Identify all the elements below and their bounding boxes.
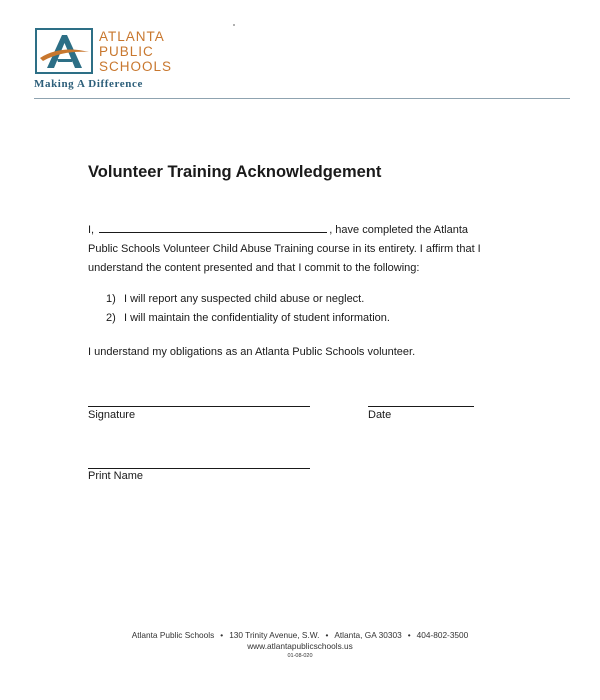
- scan-speck: [233, 24, 235, 26]
- form-code: 01-08-020: [287, 653, 313, 659]
- list-item-number: 2): [106, 312, 116, 324]
- bullet-separator: •: [220, 630, 224, 640]
- letter-a-swoosh-icon: [37, 30, 91, 72]
- paragraph-line-2: Public Schools Volunteer Child Abuse Training course in its entirety. I affirm that I: [88, 243, 481, 255]
- paragraph-line-1: [88, 221, 528, 240]
- list-item: [106, 290, 390, 309]
- bullet-separator: •: [325, 630, 329, 640]
- intro-suffix: , have completed the Atlanta: [329, 224, 469, 236]
- list-item: [106, 309, 390, 328]
- logo-word-1: ATLANTA: [99, 29, 165, 44]
- logo-wordmark: [99, 29, 172, 74]
- list-item-text: I will maintain the confidentiality of student information.: [124, 312, 390, 324]
- document-title: Volunteer Training Acknowledgement: [88, 163, 382, 181]
- footer-address-line: [0, 630, 600, 641]
- header-divider: [34, 98, 570, 99]
- commitment-list: [106, 290, 390, 328]
- name-blank-field[interactable]: [99, 231, 327, 233]
- footer-address: 130 Trinity Avenue, S.W.: [229, 630, 320, 640]
- signature-label: Signature: [88, 409, 136, 421]
- footer-phone: 404-802-3500: [416, 630, 469, 640]
- print-name-label: Print Name: [88, 470, 144, 482]
- acknowledgement-paragraph: [88, 221, 528, 278]
- list-item-number: 1): [106, 293, 116, 305]
- footer-website: www.atlantapublicschools.us: [247, 641, 353, 651]
- footer-city: Atlanta, GA 30303: [334, 630, 402, 640]
- date-line[interactable]: [368, 406, 474, 407]
- logo-word-3: SCHOOLS: [99, 59, 173, 74]
- tagline: Making A Difference: [34, 78, 143, 90]
- date-label: Date: [368, 409, 392, 421]
- logo-word-2: PUBLIC: [99, 44, 154, 59]
- signature-line[interactable]: [88, 406, 310, 407]
- bullet-separator: •: [407, 630, 411, 640]
- obligations-statement: I understand my obligations as an Atlanta Public Schools volunteer.: [88, 346, 416, 358]
- logo-mark: [35, 28, 93, 74]
- print-name-line[interactable]: [88, 468, 310, 469]
- footer-org: Atlanta Public Schools: [131, 630, 215, 640]
- intro-prefix: I,: [88, 224, 95, 236]
- paragraph-line-3: understand the content presented and that I commit to the following:: [88, 262, 420, 274]
- page-footer: [0, 630, 600, 661]
- list-item-text: I will report any suspected child abuse or neglect.: [124, 293, 365, 305]
